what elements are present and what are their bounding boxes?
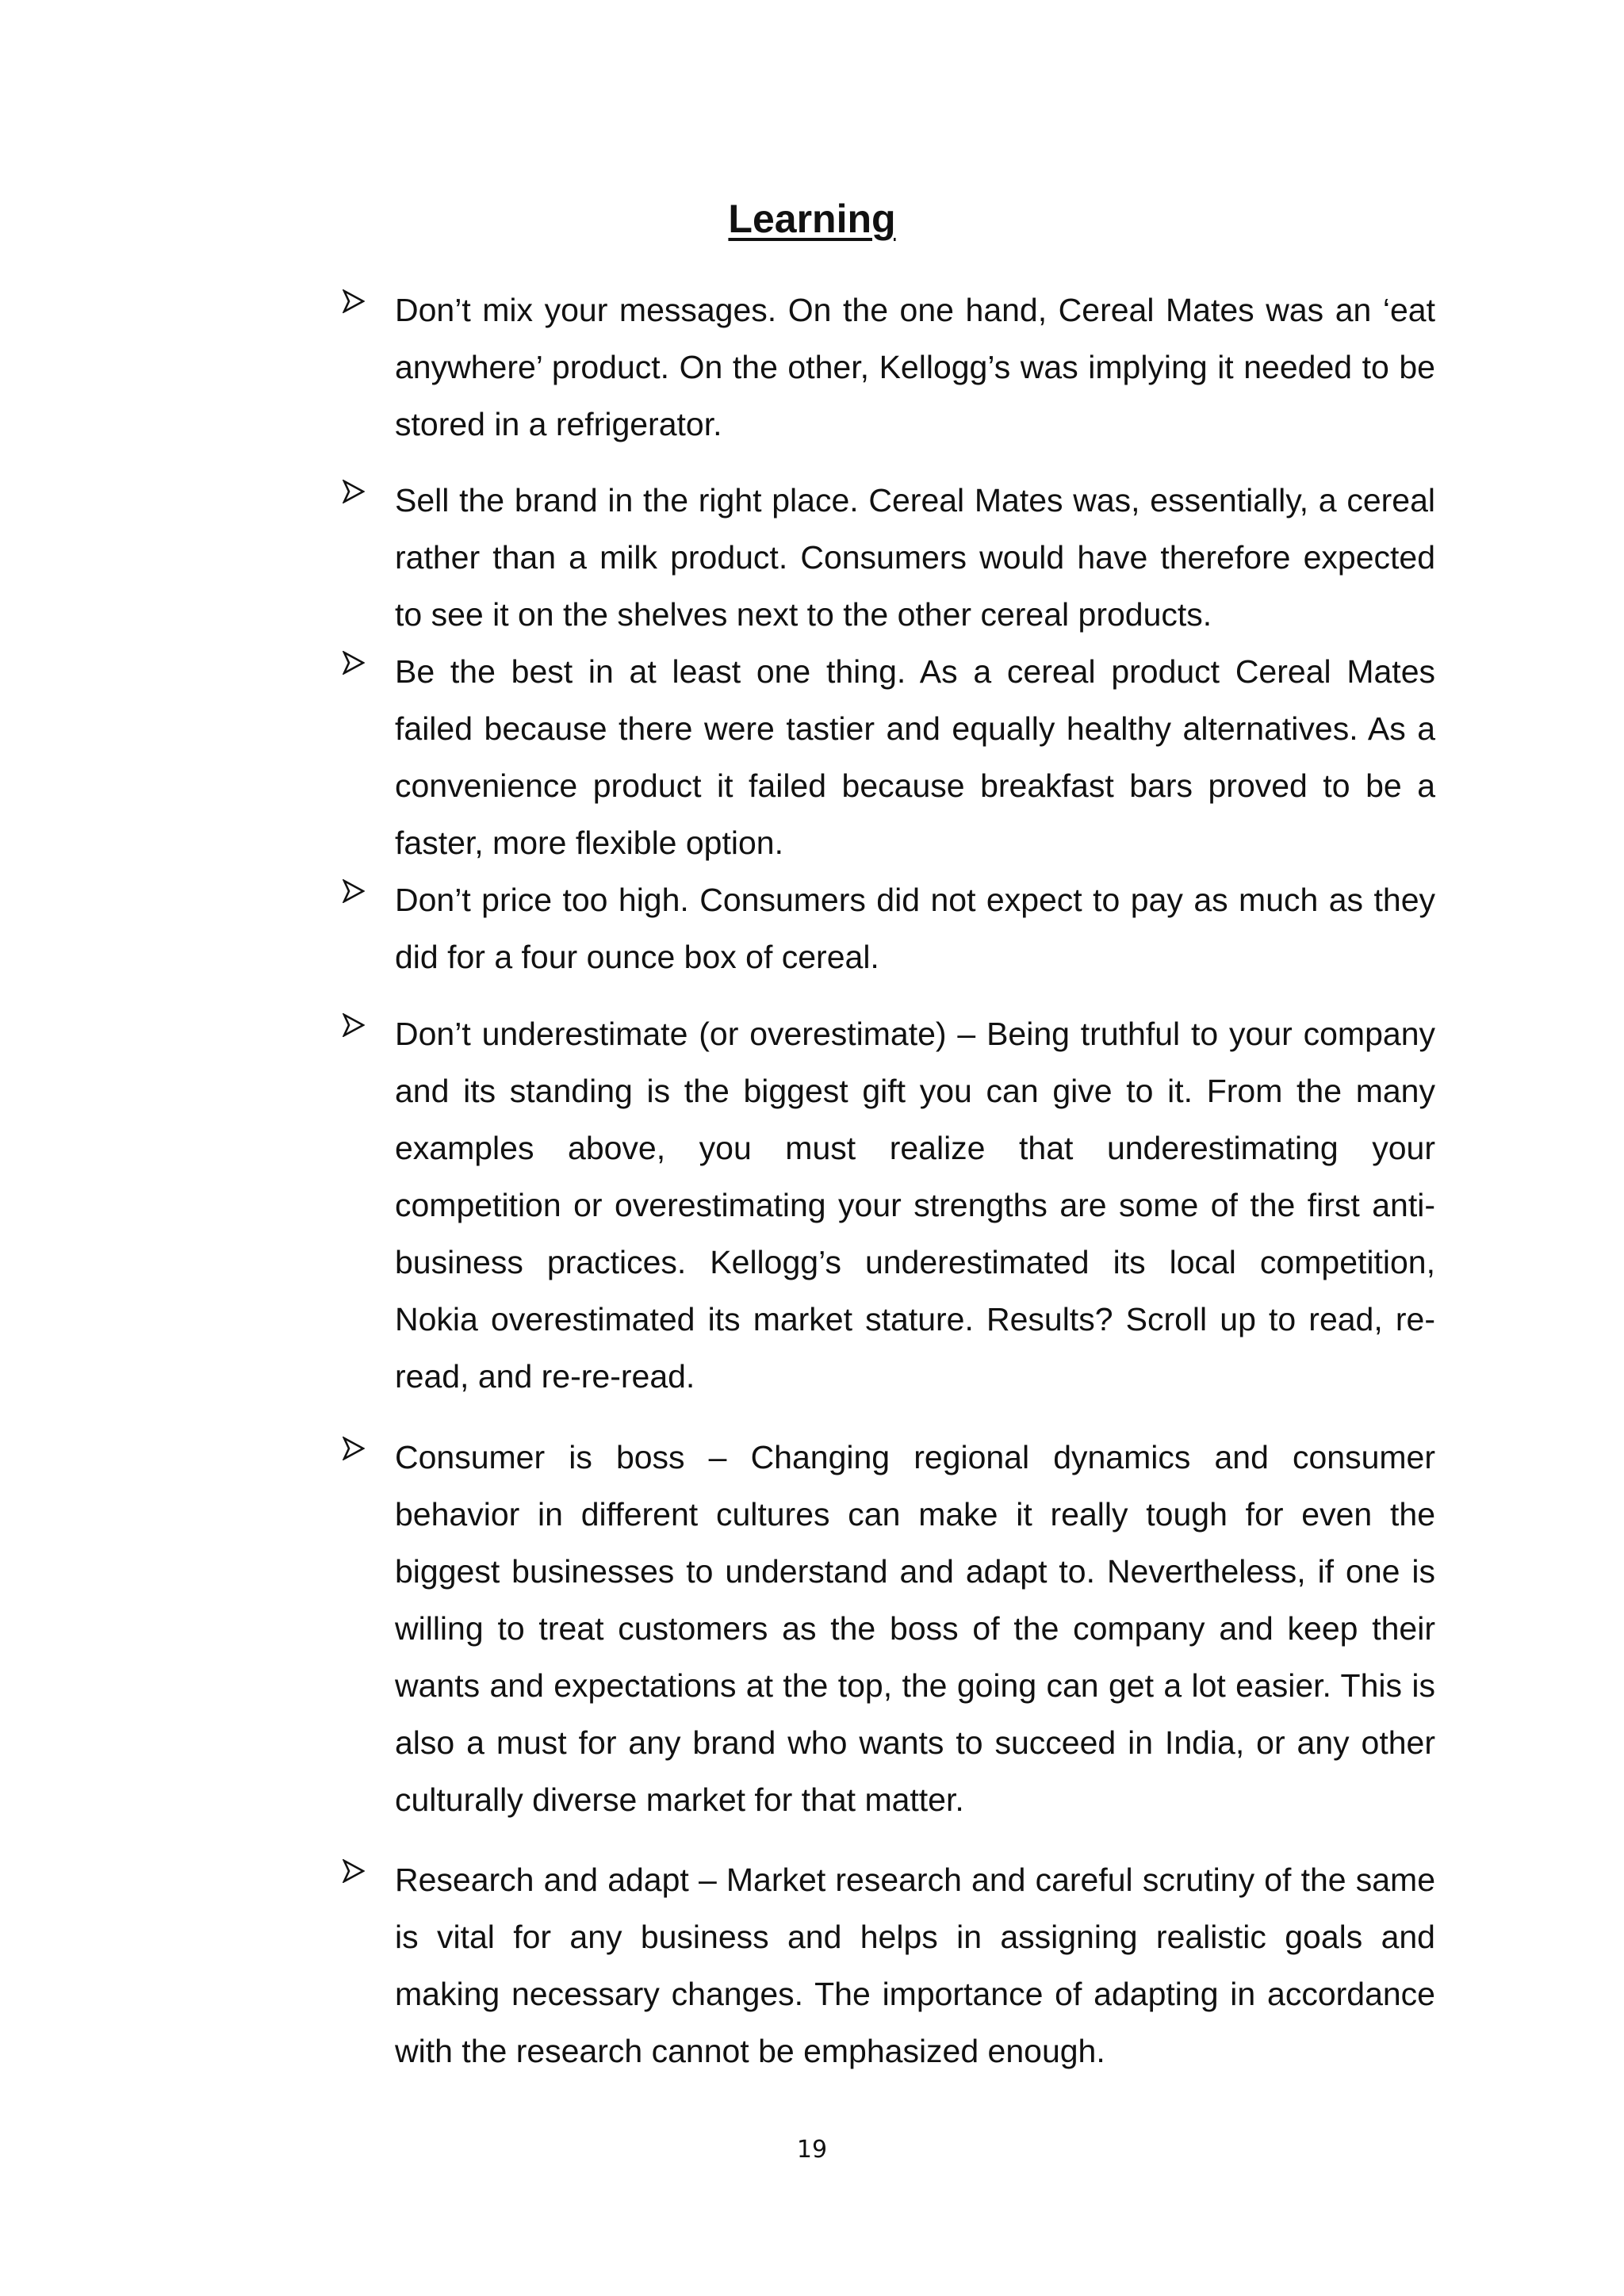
arrowhead-bullet-icon: [343, 1437, 365, 1475]
list-item-text: Don’t underestimate (or overestimate) – Being truthful to your company and its standing is the biggest gift you can give to it. From the many examples above, you must realize that underestimating your competition or overestimating your strengths are some of the first anti-business practices. Kellogg’s underestimated its local competition, Nokia overestimated its market stature. Results? Scroll up to read, re-read, and re-re-read.: [395, 1016, 1435, 1395]
page-number: 19: [796, 2136, 828, 2164]
arrowhead-bullet-icon: [343, 289, 365, 327]
arrowhead-bullet-icon: [343, 879, 365, 917]
arrowhead-bullet-icon: [343, 1859, 365, 1897]
arrowhead-bullet-icon: [343, 651, 365, 689]
page-title: Learning: [728, 197, 896, 241]
list-item-text: Consumer is boss – Changing regional dynamics and consumer behavior in different cultures can make it really tough for even the biggest businesses to understand and adapt to. Nevertheless, if one is willing to treat customers as the boss of the company and keep their wants and expectations at the top, the going can get a lot easier. This is also a must for any brand who wants to succeed in India, or any other culturally diverse market for that matter.: [395, 1439, 1435, 1818]
list-item-text: Sell the brand in the right place. Cereal Mates was, essentially, a cereal rather than a milk product. Consumers would have therefore expected to see it on the shelves next to the other cereal products.: [395, 482, 1435, 633]
list-item-text: Research and adapt – Market research and careful scrutiny of the same is vital for any business and helps in assigning realistic goals and making necessary changes. The importance of adapting in accordance with the research cannot be emphasized enough.: [395, 1862, 1435, 2069]
arrowhead-bullet-icon: [343, 1013, 365, 1051]
list-item-text: Don’t price too high. Consumers did not expect to pay as much as they did for a four ounce box of cereal.: [395, 882, 1435, 975]
arrowhead-bullet-icon: [343, 480, 365, 518]
list-item-text: Be the best in at least one thing. As a cereal product Cereal Mates failed because there were tastier and equally healthy alternatives. As a convenience product it failed because breakfast bars proved to be a faster, more flexible option.: [395, 653, 1435, 861]
list-item-text: Don’t mix your messages. On the one hand, Cereal Mates was an ‘eat anywhere’ product. On the other, Kellogg’s was implying it needed to be stored in a refrigerator.: [395, 292, 1435, 442]
